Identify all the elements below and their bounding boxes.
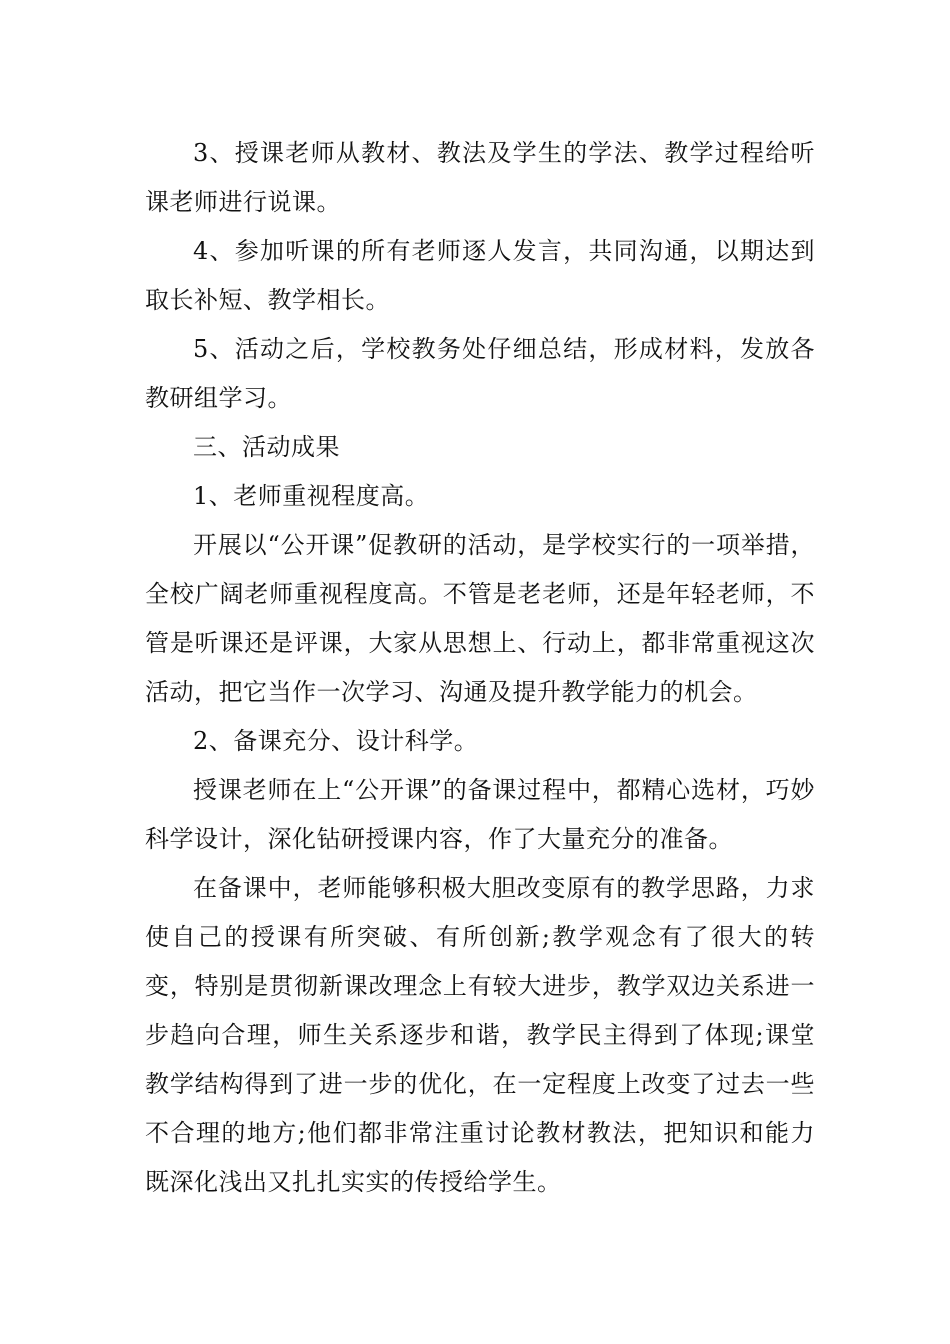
section-heading-results: 三、活动成果: [193, 433, 340, 461]
paragraph-result-2-body: 授课老师在上“公开课”的备课过程中，都精心选材，巧妙科学设计，深化钻研授课内容，作了大量充分的准备。: [145, 776, 815, 853]
subheading-result-1: 1、老师重视程度高。: [193, 482, 430, 510]
paragraph-result-1-body: 开展以“公开课”促教研的活动，是学校实行的一项举措，全校广阔老师重视程度高。不管是老老师，还是年轻老师，不管是听课还是评课，大家从思想上、行动上，都非常重视这次活动，把它当作一次学习、沟通及提升教学能力的机会。: [145, 531, 815, 706]
subheading-result-2: 2、备课充分、设计科学。: [193, 727, 479, 755]
paragraph-step-4: 4、参加听课的所有老师逐人发言，共同沟通，以期达到取长补短、教学相长。: [145, 237, 815, 314]
paragraph-step-3: 3、授课老师从教材、教法及学生的学法、教学过程给听课老师进行说课。: [145, 139, 815, 216]
paragraph-step-5: 5、活动之后，学校教务处仔细总结，形成材料，发放各教研组学习。: [145, 335, 815, 412]
document-body: [145, 129, 815, 1207]
paragraph-result-2-detail: 在备课中，老师能够积极大胆改变原有的教学思路，力求使自己的授课有所突破、有所创新;教学观念有了很大的转变，特别是贯彻新课改理念上有较大进步，教学双边关系进一步趋向合理，师生关系逐步和谐，教学民主得到了体现;课堂教学结构得到了进一步的优化，在一定程度上改变了过去一些不合理的地方;他们都非常注重讨论教材教法，把知识和能力既深化浅出又扎扎实实的传授给学生。: [145, 874, 815, 1196]
